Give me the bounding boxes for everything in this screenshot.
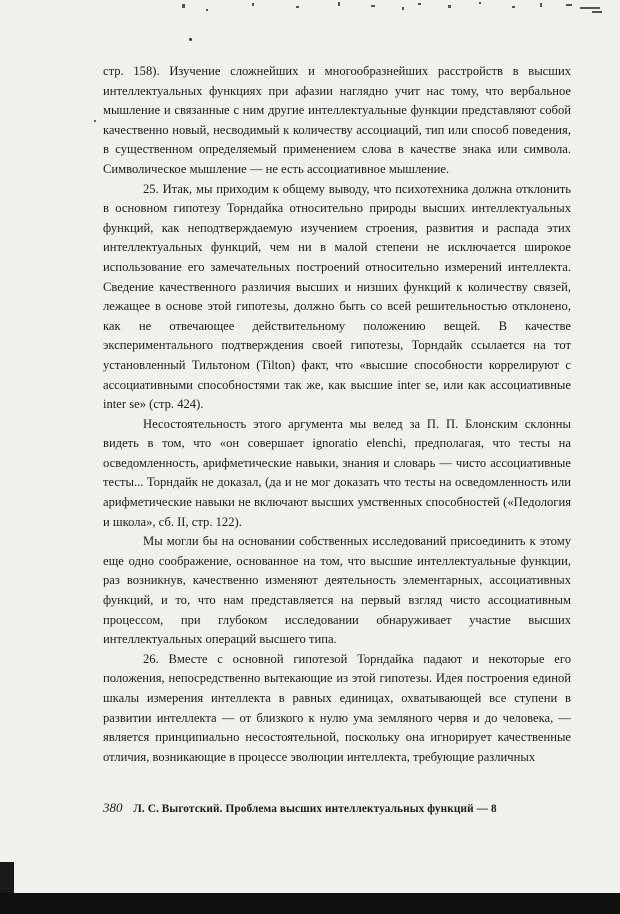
main-text <box>103 62 571 767</box>
scan-edge-shadow <box>0 862 14 893</box>
paragraph-26: 26. Вместе с основной гипотезой Торндайка падают и некоторые его положения, непосредственно вытекающие из этой гипотезы. Идея построения единой шкалы измерения интеллекта в равных единицах, охватывающей все ступени в развитии интеллекта — от близкого к нулю ума земляного червя и до человека, — является принципиально несостоятельной, поскольку она игнорирует качественные отличия, возникающие в процессе эволюции интеллекта, требующие различных <box>103 651 571 764</box>
scan-bottom-border <box>0 893 620 914</box>
scan-speck <box>189 38 192 41</box>
paragraph-continuation: стр. 158). Изучение сложнейших и многообразнейших расстройств в высших интеллектуальных функциях при афазии наглядно учит нас тому, что вербальное мышление и связанные с ним другие интеллектуальные функции представляют собой качественно новый, несводимый к количеству ассоциаций, тип или способ поведения, в существенном определяемый применением слова в качестве знака или символа. Символическое мышление — не есть ассоциативное мышление. <box>103 64 571 176</box>
paragraph-blonsky-argument: Несостоятельность этого аргумента мы велед за П. П. Блонским склонны видеть в том, что «он совершает ignoratio elenchi, предполагая, что тесты на осведомленность, арифметические навыки, знания и словарь — чисто ассоциативные тесты... Торндайк не доказал, (да и не мог доказать что тесты на осведомленность или арифметические навыки не включают высших умственных способностей («Педология и школа», сб. II, стр. 122). <box>103 416 571 529</box>
page-number: 380 <box>103 800 123 815</box>
scan-noise-icon <box>0 0 620 22</box>
running-title: Л. С. Выготский. Проблема высших интеллектуальных функций — 8 <box>133 803 497 815</box>
scan-top-edge-noise <box>0 0 620 22</box>
paragraph-own-research: Мы могли бы на основании собственных исследований присоединить к этому еще одно соображение, основанное на том, что высшие интеллектуальные функции, раз возникнув, качественно изменяют деятельность элементарных, ассоциативных функций, и то, что нам представляется на первый взгляд чисто ассоциативным процессом, при глубоком исследовании обнаруживает участие высших интеллектуальных операций высшего типа. <box>103 534 571 647</box>
paragraph-25: 25. Итак, мы приходим к общему выводу, что психотехника должна отклонить в основном гипотезу Торндайка относительно природы высших интеллектуальных функций, как неподтверждаемую изучением строения, развития и распада этих интеллектуальных функций, чем ни в малой степени не исключается широкое использование его замечательных построений относительно измерений интеллекта. Сведение качественного различия высших и низших функций к количеству связей, лежащее в основе этой гипотезы, должно быть со всей решительностью отклонено, как не отвечающее действительному положению вещей. В качестве экспериментального подтверждения своей гипотезы, Торндайк ссылается на тот установленный Тильтоном (Tilton) факт, что «высшие способности коррелируют с ассоциативными способностями так же, как высшие inter se, или как ассоциативные inter se» (стр. 424). <box>103 181 571 412</box>
page-footer <box>103 800 571 817</box>
scan-speck <box>94 120 96 122</box>
